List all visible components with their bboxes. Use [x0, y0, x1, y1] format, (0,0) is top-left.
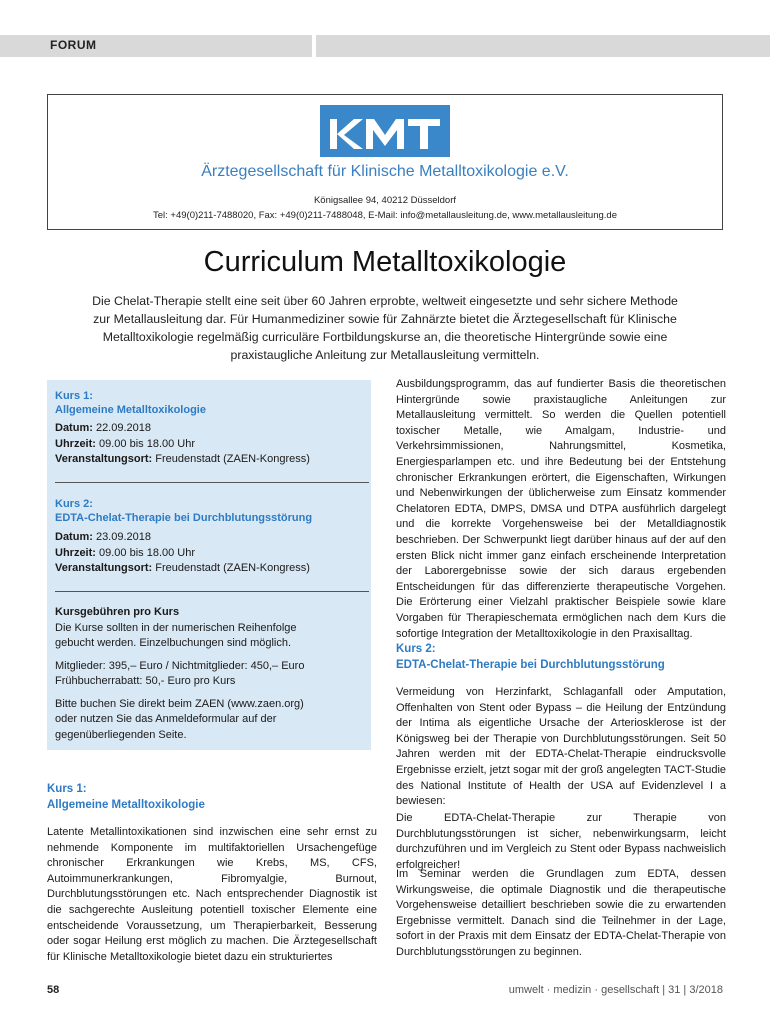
- box-kurs2-label: Kurs 2:: [55, 498, 93, 510]
- box-kurs1-ort-label: Veranstaltungsort:: [55, 453, 153, 465]
- intro-line: zur Metallausleitung dar. Für Humanmediziner sowie für Zahnärzte bietet die Ärztegesellschaft für Klinische: [93, 312, 677, 326]
- section-header-bar: [0, 35, 770, 57]
- box-fees: [55, 605, 304, 743]
- box-fees-heading: Kursgebühren pro Kurs: [55, 606, 180, 618]
- box-fees-line: gebucht werden. Einzelbuchungen sind möglich.: [55, 637, 292, 649]
- organization-contact: Tel: +49(0)211-7488020, Fax: +49(0)211-7488048, E-Mail: info@metallausleitung.de, www.metallausleitung.de: [153, 210, 617, 221]
- page-number: 58: [47, 984, 60, 996]
- box-kurs2-details: [55, 530, 310, 577]
- box-kurs2-ort: Freudenstadt (ZAEN-Kongress): [152, 562, 310, 574]
- left-column-text: Latente Metallintoxikationen sind inzwischen eine sehr ernst zu nehmende Komponente im multifaktoriellen Ursachengefüge chronischer Erkrankungen wie Krebs, MS, CFS, Autoimmunerkrankungen, Fibromyalgie, Burnout, Durchblutungsstörungen etc. Nach entsprechender Diagnostik ist die sachgerechte Ausleitung potentiell toxischer Elemente eine entscheidende Voraussetzung, um Therapierbarkeit, Besserung oder sogar Heilung erst möglich zu machen. Die Ärztegesellschaft für Klinische Metalltoxikologie bietet dazu ein strukturiertes: [47, 826, 377, 963]
- kmt-logo: [320, 105, 450, 157]
- box-kurs1-uhrzeit: 09.00 bis 18.00 Uhr: [95, 437, 196, 450]
- box-fees-line: Mitglieder: 395,– Euro / Nichtmitglieder: 450,– Euro: [55, 659, 305, 672]
- box-kurs1-datum: 22.09.2018: [92, 422, 152, 434]
- box-kurs2-heading: [55, 497, 312, 525]
- box-fees-line: oder nutzen Sie das Anmeldeformular auf der: [55, 713, 277, 725]
- journal-footer: umwelt · medizin · gesellschaft | 31 | 3/2018: [508, 984, 723, 996]
- box-fees-line: Bitte buchen Sie direkt beim ZAEN (www.zaen.org): [55, 697, 304, 710]
- box-kurs1-name: Allgemeine Metalltoxikologie: [55, 404, 206, 416]
- box-fees-line: Die Kurse sollten in der numerischen Reihenfolge: [55, 621, 297, 634]
- section-label: FORUM: [50, 38, 97, 52]
- intro-line: Die Chelat-Therapie stellt eine seit über 60 Jahren erprobte, weltweit eingesetzte und sehr sichere Methode: [92, 294, 678, 308]
- box-kurs2-uhrzeit-label: Uhrzeit:: [55, 546, 96, 559]
- box-fees-line: gegenüberliegenden Seite.: [55, 728, 187, 741]
- section-header-gap: [312, 35, 316, 57]
- right-kurs2-heading: [396, 641, 665, 673]
- organization-name: Ärztegesellschaft für Klinische Metalltoxikologie e.V.: [201, 163, 569, 180]
- page-title: Curriculum Metalltoxikologie: [203, 246, 567, 278]
- box-kurs1-details: [55, 421, 310, 468]
- box-divider: [55, 591, 369, 592]
- box-kurs1-datum-label: Datum:: [55, 422, 93, 434]
- right-kurs2-label: Kurs 2:: [396, 643, 436, 655]
- box-kurs2-datum-label: Datum:: [55, 531, 93, 543]
- right-column-paragraph-4: Im Seminar werden die Grundlagen zum EDTA, dessen Wirkungsweise, die optimale Diagnostik und die therapeutische Vorgehensweise detailliert beschrieben sowie die zu erwartenden Ergebnisse vermittelt. Danach sind die Teilnehmer in der Lage, sofort in der Praxis mit dem Einsatz der EDTA-Chelat-Therapie von Durchblutungsstörungen zu beginnen.: [396, 868, 726, 958]
- intro-line: praxistaugliche Anleitung zur Metallausleitung vermitteln.: [230, 348, 540, 362]
- left-kurs1-heading: [47, 781, 205, 813]
- box-fees-line: Frühbucherrabatt: 50,- Euro pro Kurs: [55, 675, 236, 687]
- right-kurs2-name: EDTA-Chelat-Therapie bei Durchblutungsstörung: [396, 659, 665, 671]
- right-column-paragraph-3: Die EDTA-Chelat-Therapie zur Therapie von Durchblutungsstörungen ist sicher, nebenwirkungsarm, leicht durchzuführen und im Vergleich zu Stent oder Bypass nachweislich erfolgreicher!: [396, 812, 726, 871]
- box-kurs2-name: EDTA-Chelat-Therapie bei Durchblutungsstörung: [55, 512, 313, 524]
- box-kurs1-label: Kurs 1:: [55, 390, 93, 402]
- left-kurs1-label: Kurs 1:: [47, 783, 87, 795]
- organization-address: Königsallee 94, 40212 Düsseldorf: [313, 195, 457, 206]
- box-divider: [55, 482, 369, 483]
- box-kurs2-ort-label: Veranstaltungsort:: [55, 562, 153, 574]
- box-kurs1-uhrzeit-label: Uhrzeit:: [55, 437, 96, 450]
- box-kurs1-ort: Freudenstadt (ZAEN-Kongress): [152, 453, 310, 465]
- intro-paragraph: [70, 292, 700, 364]
- intro-line: Metalltoxikologie regelmäßig curriculäre Fortbildungskurse an, die theoretische Hintergründe sowie eine: [102, 330, 668, 344]
- right-column-paragraph-1: Ausbildungsprogramm, das auf fundierter Basis die theoretischen Hintergründe sowie praxistaugliche Anleitungen zur Metallausleitung vermittelt. So werden die Quellen potentiell toxischer Metalle, wie Amalgam, Industrie- und Verkehrsimmissionen, Nahrungsmittel, Kosmetika, Energiesparlampen etc. und ihre Bedeutung bei der Entstehung chronischer Erkrankungen erörtert, die Eigenschaften, Wirkungen und Nebenwirkungen der üblicherweise zum Einsatz kommender Chelatoren EDTA, DMPS, DMSA und DTPA ausführlich dargelegt und die korrekte Vorgehensweise bei der Metalldiagnostik beschrieben. Der Schwerpunkt liegt darüber hinaus auf der auf den ersten Blick nicht immer ganz einfach erscheinende Interpretation der Laborergebnisse sowie der sich daraus ergebenden Entscheidungen für das differenzierte therapeutische Vorgehen. Die Erörterung einer Vielzahl praktischer Beispiele sowie klare Vorgaben für Therapieschemata ermöglichen nach dem Kurs die sofortige Integration der Metalltoxikologie in den Praxisalltag.: [396, 378, 726, 640]
- left-kurs1-name: Allgemeine Metalltoxikologie: [47, 799, 205, 811]
- right-column-paragraph-2: Vermeidung von Herzinfarkt, Schlaganfall oder Amputation, Offenhalten von Stent oder Bypass – die Heilung der Entzündung der Intima als eigentliche Ursache der Arteriosklerose ist der Königsweg bei der Therapie von Durchblutungsstörungen. Seit 50 Jahren werden mit der EDTA-Chelat-Therapie eindrucksvolle Ergebnisse erzielt, jetzt sogar mit der groß angelegten TACT-Studie des National Institute of Health der USA auf Evidenzlevel I a bewiesen:: [396, 686, 726, 808]
- box-kurs2-uhrzeit: 09.00 bis 18.00 Uhr: [95, 546, 196, 559]
- box-kurs2-datum: 23.09.2018: [92, 531, 152, 543]
- kmt-logo-graphic: [320, 105, 450, 157]
- box-kurs1-heading: [55, 389, 206, 417]
